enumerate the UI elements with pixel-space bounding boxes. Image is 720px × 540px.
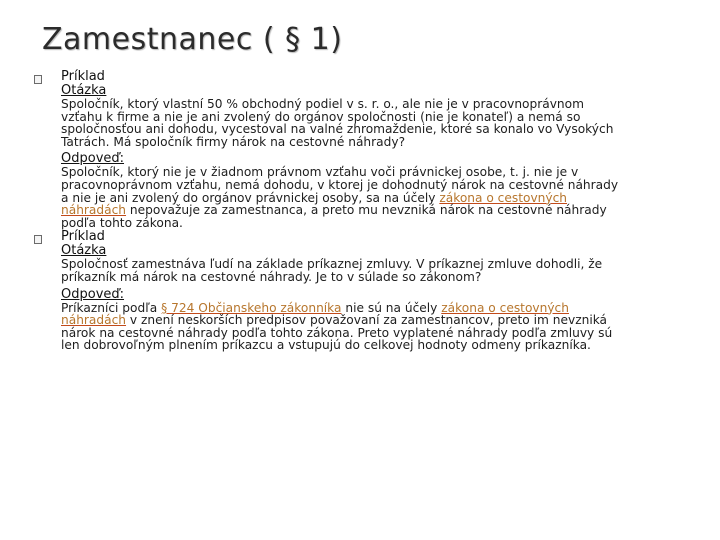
example-heading: Príklad	[61, 229, 105, 245]
answer-text: nepovažuje za zamestnanca, a preto mu nevzniká nárok na cestovné náhrady	[126, 203, 607, 218]
question-line: spoločnosťou ani dohodu, vycestoval na valné zhromaždenie, ktoré sa konalo vo Vysokých	[61, 122, 614, 137]
question-label: Otázka	[61, 83, 107, 98]
square-bullet-icon	[34, 235, 42, 244]
answer-line: nárok na cestovné náhrady podľa tohto zákona. Preto vyplatené náhrady podľa zmluvy sú	[61, 325, 613, 340]
answer-line	[61, 204, 684, 217]
answer-line: pracovnoprávnom vzťahu, nemá dohodu, v ktorej je dohodnutý nárok na cestovné náhrady	[61, 177, 619, 192]
answer-text: nie sú na účely	[341, 300, 442, 315]
law-link[interactable]: náhradách	[61, 313, 127, 328]
question-line: vzťahu k firme a nie je ani zvolený do orgánov spoločnosti (nie je konateľ) a nemá so	[61, 109, 581, 124]
example-heading: Príklad	[61, 69, 105, 84]
answer-line	[61, 314, 684, 327]
answer-label: Odpoveď:	[61, 286, 125, 302]
answer-line: Spoločník, ktorý nie je v žiadnom právnom vzťahu voči právnickej osobe, t. j. nie je v	[61, 165, 579, 180]
question-line: Tatrách. Má spoločník firmy nárok na cestovné náhrady?	[61, 134, 406, 149]
answer-text: Príkazníci podľa	[61, 300, 162, 315]
answer-text: a nie je ani zvolený do orgánov právnickej osoby, sa na účely	[61, 190, 440, 205]
slide-title: Zamestnanec ( § 1)	[42, 22, 343, 57]
bullet-item-1	[34, 70, 684, 229]
answer-text: v znení neskorších predpisov považovaní za zamestnancov, preto im nevzniká	[126, 313, 608, 328]
law-link[interactable]: náhradách	[61, 203, 127, 218]
law-link[interactable]: § 724 Občianskeho zákonníka	[161, 300, 342, 315]
square-bullet-icon	[34, 75, 42, 84]
law-link[interactable]: zákona o cestovných	[439, 190, 568, 205]
answer-line: len dobrovoľným plnením príkazcu a vstupujú do celkovej hodnoty odmeny príkazníka.	[61, 338, 591, 353]
answer-line: podľa tohto zákona.	[61, 215, 183, 230]
bullet-item-2	[34, 230, 684, 352]
question-line: Spoločník, ktorý vlastní 50 % obchodný podiel v s. r. o., ale nie je v pracovnoprávnom	[61, 97, 584, 111]
question-label: Otázka	[61, 243, 107, 259]
slide-content	[34, 70, 684, 352]
question-line: Spoločnosť zamestnáva ľudí na základe príkaznej zmluvy. V príkaznej zmluve dohodli, že	[61, 257, 603, 272]
answer-label: Odpoveď:	[61, 151, 125, 167]
question-line: príkazník má nárok na cestovné náhrady. Je to v súlade so zákonom?	[61, 269, 482, 284]
law-link[interactable]: zákona o cestovných	[441, 300, 569, 315]
